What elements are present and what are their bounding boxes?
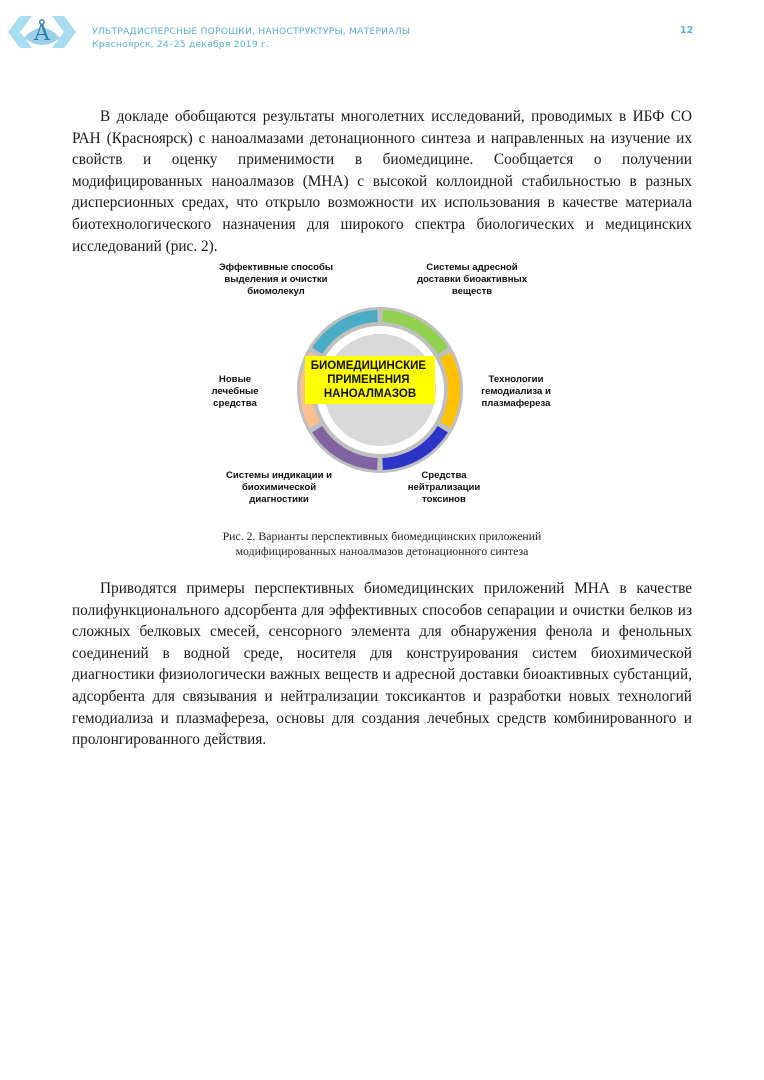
logo-letter: Å xyxy=(34,21,50,46)
body-paragraph-2: Приводятся примеры перспективных биомедицинских приложений МНА в качестве полифункционального адсорбента для эффективных способов сепарации и очистки белков из сложных белковых смесей, сенсорного элемента для обнаружения фенола и фенольных соединений в водной среде, носителя для конструирования систем биохимической диагностики физиологически важных веществ и адресной доставки биоактивных субстанций, адсорбента для связывания и нейтрализации токсикантов и разработки новых технологий гемодиализа и плазмафереза, основы для создания лечебных средств комбинированного и пролонгированного действия. xyxy=(72,580,692,749)
figure-caption xyxy=(140,529,624,559)
page-number: 12 xyxy=(680,25,694,36)
label-neutralization: Средства нейтрализации токсинов xyxy=(407,470,481,505)
center-label-line2: ПРИМЕНЕНИЯ xyxy=(327,374,410,386)
header-subtitle: Красноярск, 24–25 декабря 2019 г. xyxy=(92,39,270,50)
center-label-line3: НАНОАЛМАЗОВ xyxy=(323,388,417,400)
caption-line-2: модифицированных наноалмазов детонационного синтеза xyxy=(235,544,529,558)
label-therapeutics: Новые лечебные средства xyxy=(211,374,259,409)
body-paragraph-1: В докладе обобщаются результаты многолетних исследований, проводимых в ИБФ СО РАН (Красноярск) с наноалмазами детонационного синтеза и направленных на изучение их свойств и оценку применимости в биомедицине. Сообщается о получении модифицированных наноалмазов (МНА) с высокой коллоидной стабильностью в разных дисперсионных средах, что открыло возможности их использования в качестве материала биотехнологического назначения для широкого спектра биологических и медицинских исследований (рис. 2). xyxy=(72,108,692,255)
conference-logo xyxy=(2,8,82,56)
caption-line-1: Рис. 2. Варианты перспективных биомедицинских приложений xyxy=(222,529,542,543)
svg-text:БИОМЕДИЦИНСКИЕ ПРИМЕНЕНИ xyxy=(311,360,430,400)
running-header xyxy=(92,25,410,51)
label-delivery: Системы адресной доставки биоактивных веществ xyxy=(416,262,528,297)
label-diagnostics: Системы индикации и биохимической диагностики xyxy=(225,470,333,505)
figure-diagram xyxy=(192,252,572,516)
center-label-line1: БИОМЕДИЦИНСКИЕ xyxy=(310,360,427,372)
header-title: УЛЬТРАДИСПЕРСНЫЕ ПОРОШКИ, НАНОСТРУКТУРЫ, МАТЕРИАЛЫ xyxy=(92,26,411,37)
label-purification: Эффективные способы выделения и очистки биомолекул xyxy=(218,262,334,297)
label-hemodialysis: Технологии гемодиализа и плазмафереза xyxy=(481,374,551,409)
